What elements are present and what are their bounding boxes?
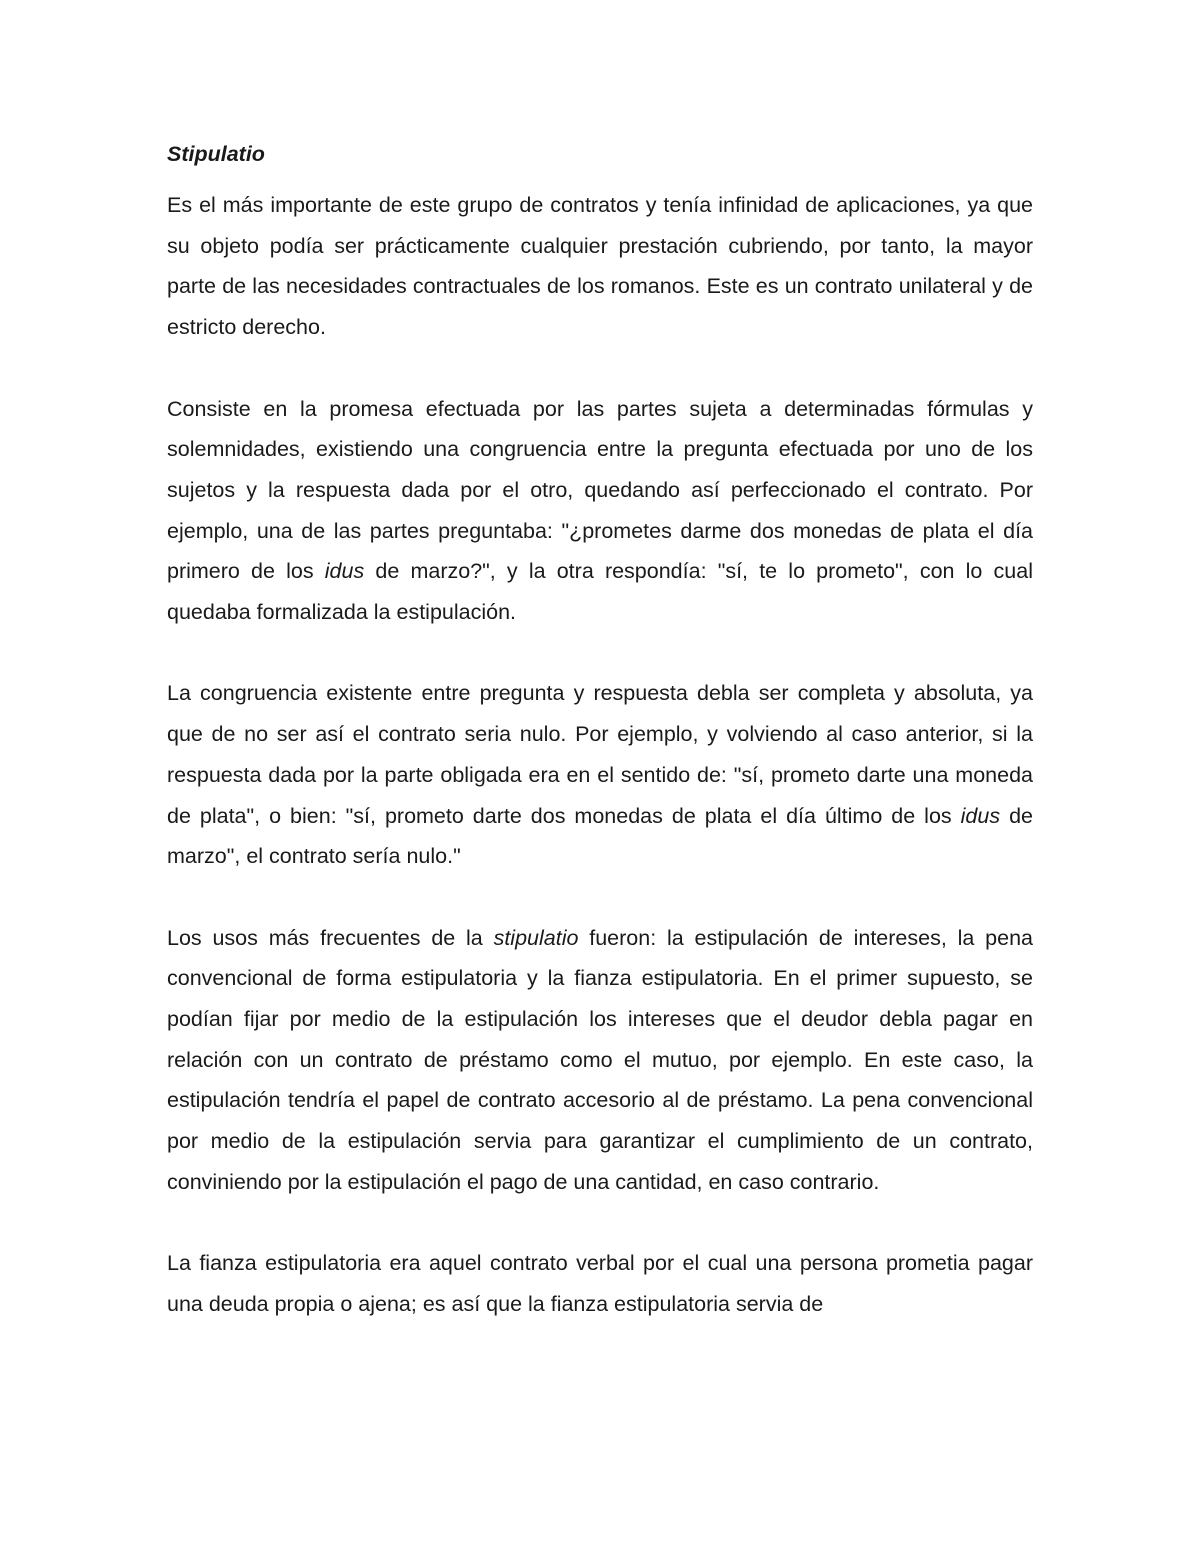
paragraph-text: Los usos más frecuentes de la	[167, 925, 494, 950]
italic-term: idus	[324, 559, 365, 584]
paragraph	[167, 918, 1033, 1203]
document-title: Stipulatio	[167, 142, 265, 166]
paragraph-text: La fianza estipulatoria era aquel contrato verbal por el cual una persona prometia pagar una deuda propia o ajena; es así que la fianza estipulatoria servia de	[167, 1251, 1033, 1316]
paragraph-text: Consiste en la promesa efectuada por las partes sujeta a determinadas fórmulas y solemnidades, existiendo una congruencia entre la pregunta efectuada por uno de los sujetos y la respuesta dada por el otro, quedando así perfeccionado el contrato. Por ejemplo, una de las partes preguntaba: "¿prometes darme dos monedas de plata el día primero de los	[167, 396, 1033, 584]
paragraph	[167, 185, 1033, 348]
paragraph	[167, 673, 1033, 877]
paragraph-text: La congruencia existente entre pregunta y respuesta debla ser completa y absoluta, ya que de no ser así el contrato seria nulo. Por ejemplo, y volviendo al caso anterior, si la respuesta dada por la parte obligada era en el sentido de: "sí, prometo darte una moneda de plata", o bien: "sí, prometo darte dos monedas de plata el día último de los	[167, 681, 1033, 828]
paragraph	[167, 1243, 1033, 1324]
italic-term: idus	[960, 803, 1001, 828]
paragraph-text: de marzo", el contrato sería nulo."	[167, 803, 1033, 869]
italic-term: stipulatio	[493, 925, 579, 950]
document-body	[167, 134, 1033, 1325]
paragraph	[167, 389, 1033, 633]
paragraph-text: fueron: la estipulación de intereses, la pena convencional de forma estipulatoria y la fianza estipulatoria. En el primer supuesto, se podían fijar por medio de la estipulación los intereses que el deudor debla pagar en relación con un contrato de préstamo como el mutuo, por ejemplo. En este caso, la estipulación tendría el papel de contrato accesorio al de préstamo. La pena convencional por medio de la estipulación servia para garantizar el cumplimiento de un contrato, conviniendo por la estipulación el pago de una cantidad, en caso contrario.	[167, 925, 1033, 1194]
paragraph-list	[167, 185, 1033, 1325]
paragraph-text: Es el más importante de este grupo de contratos y tenía infinidad de aplicaciones, ya que su objeto podía ser prácticamente cualquier prestación cubriendo, por tanto, la mayor parte de las necesidades contractuales de los romanos. Este es un contrato unilateral y de estricto derecho.	[167, 193, 1033, 340]
paragraph-text: de marzo?", y la otra respondía: "sí, te lo prometo", con lo cual quedaba formalizada la estipulación.	[167, 559, 1033, 625]
